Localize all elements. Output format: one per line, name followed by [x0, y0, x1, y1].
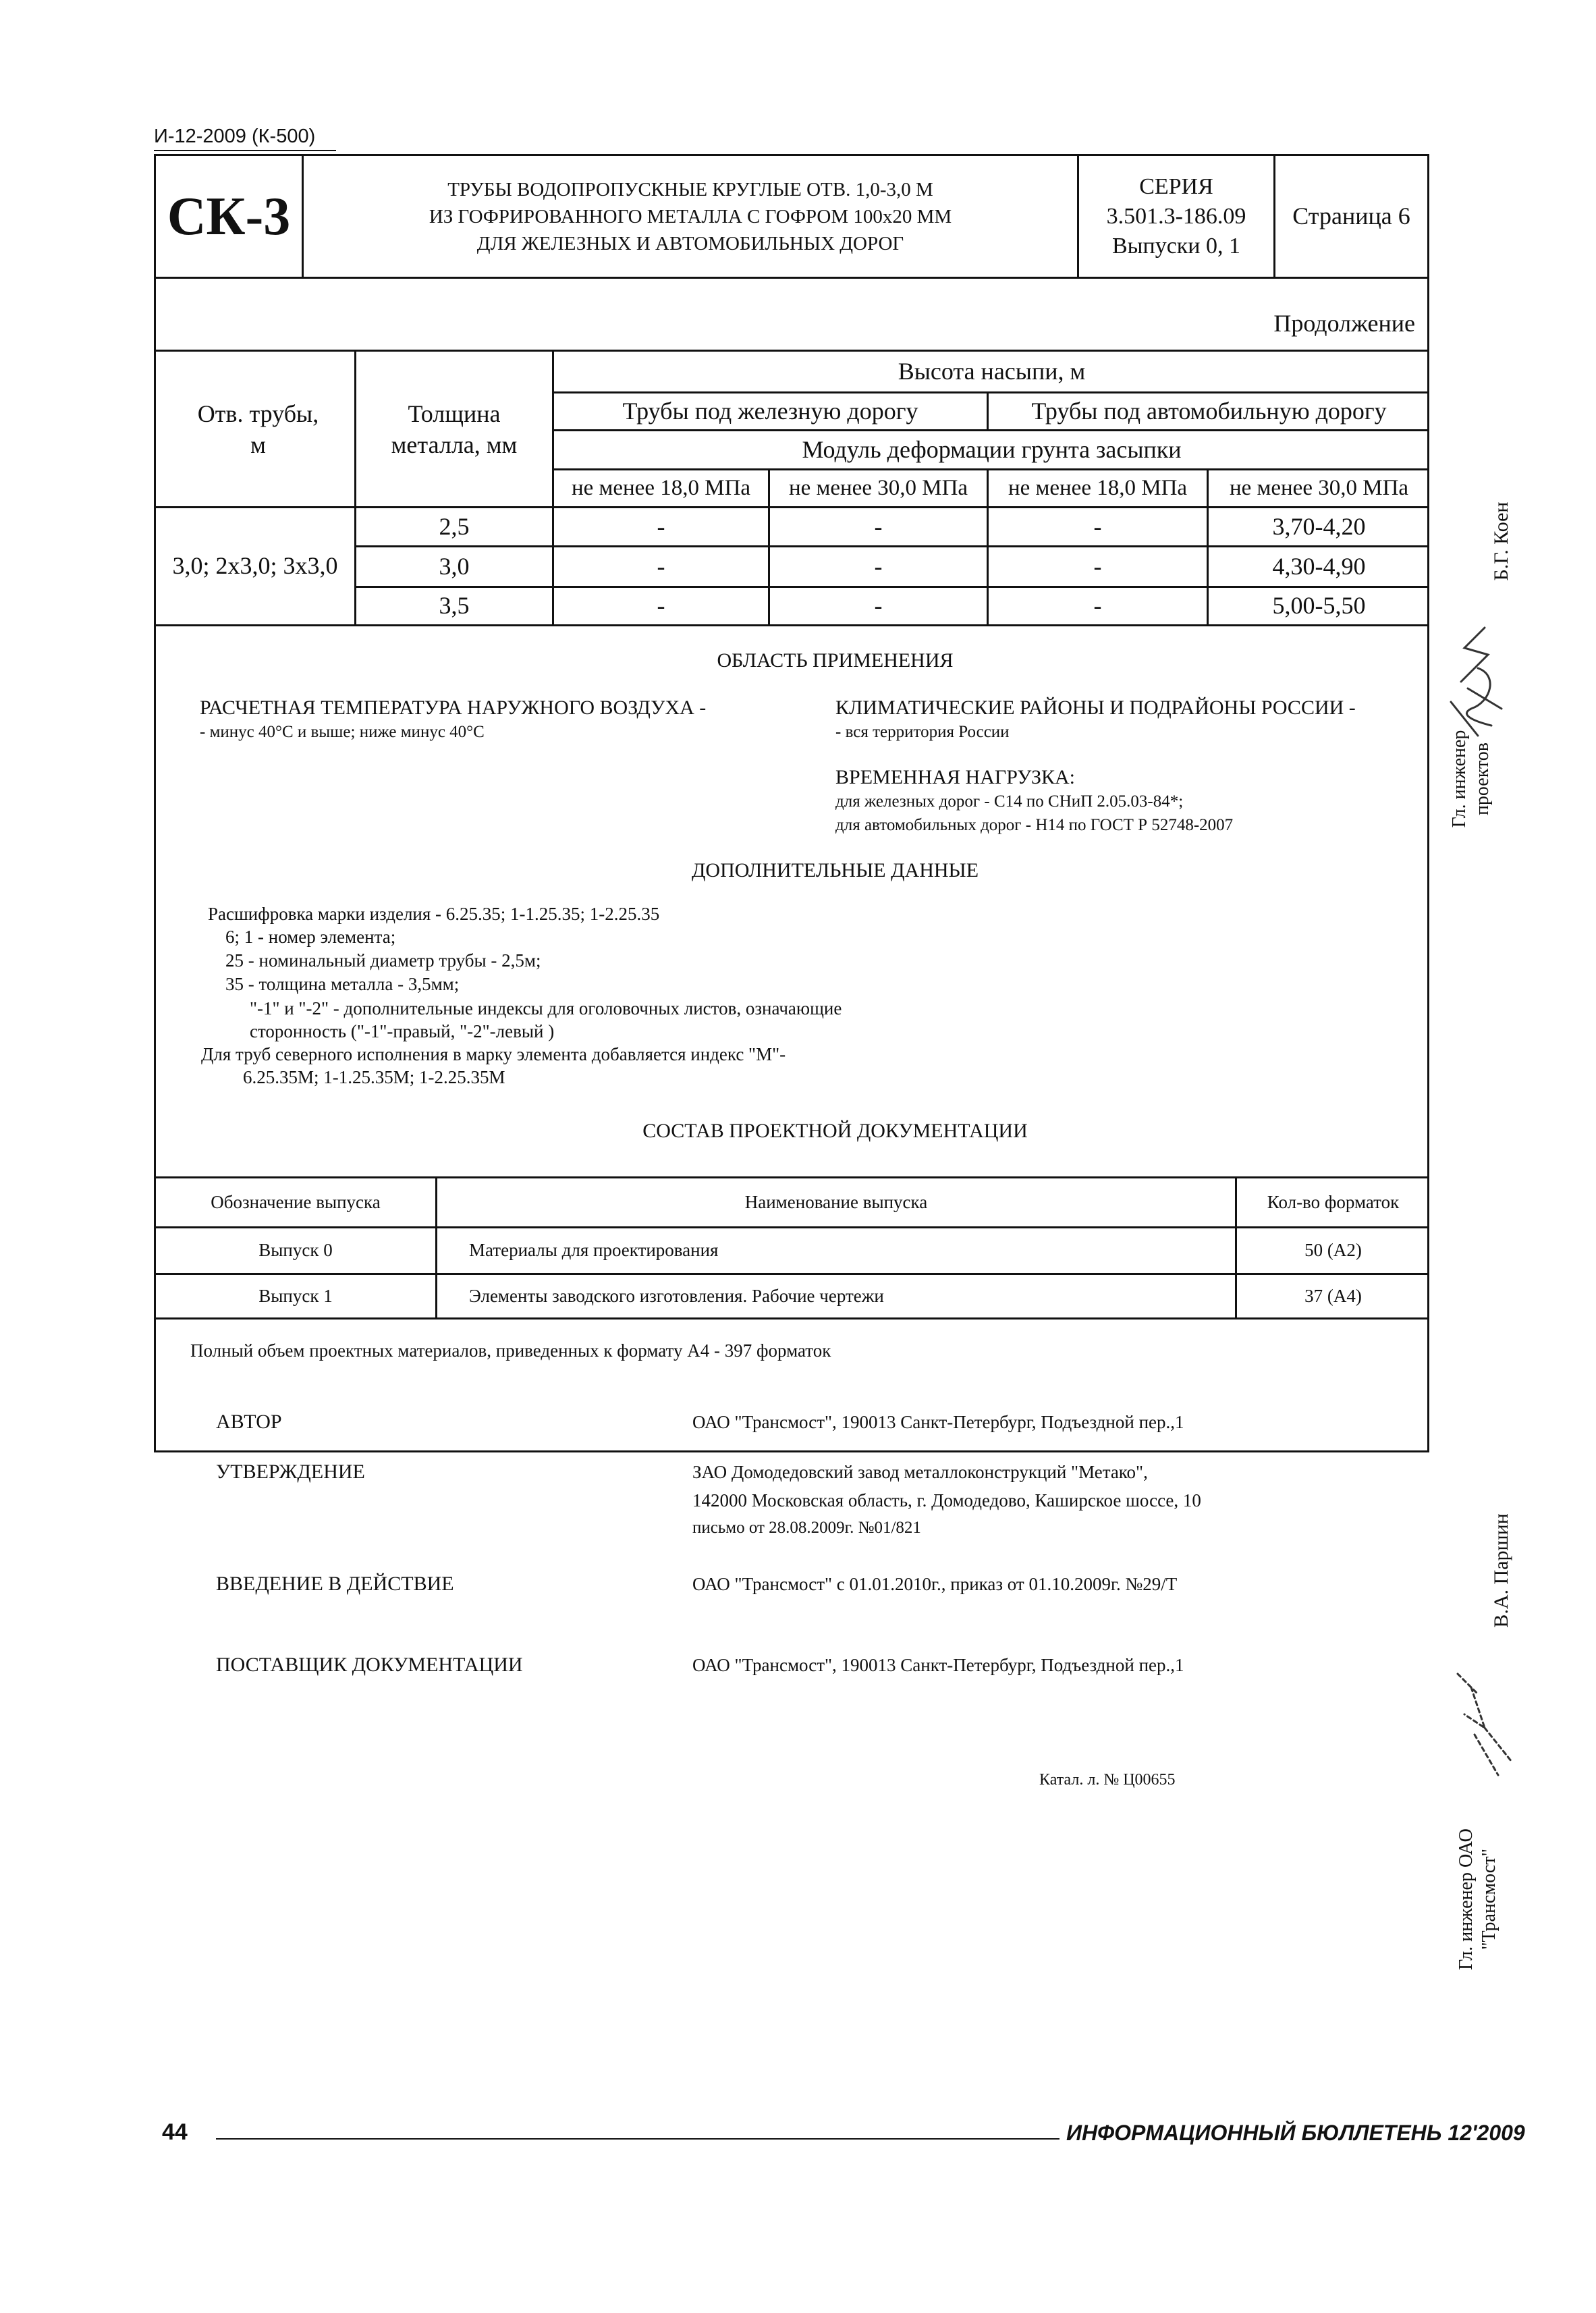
footer-bulletin: ИНФОРМАЦИОННЫЙ БЮЛЛЕТЕНЬ 12'2009	[1066, 2121, 1525, 2145]
additional-line-2: 6; 1 - номер элемента;	[225, 927, 396, 947]
row-2-v4: 4,30-4,90	[1272, 552, 1366, 580]
stamp-code: СК-3	[167, 186, 291, 246]
row-thickness-1: 2,5	[439, 512, 470, 540]
comp-header-count: Кол-во форматок	[1267, 1191, 1400, 1212]
application-heading: ОБЛАСТЬ ПРИМЕНЕНИЯ	[717, 649, 954, 672]
row-thickness-2: 3,0	[439, 552, 470, 580]
comp-header-name: Наименование выпуска	[744, 1191, 928, 1212]
comp-header-code: Обозначение выпуска	[211, 1191, 381, 1212]
side-name-1: Б.Г. Коен	[1490, 501, 1512, 581]
row-2-v3: -	[1093, 552, 1102, 580]
additional-line-5: "-1" и "-2" - дополнительные индексы для оголовочных листов, означающие	[250, 998, 842, 1018]
temp-text: - минус 40°С и выше; ниже минус 40°С	[200, 723, 485, 741]
header-rail: Трубы под железную дорогу	[622, 397, 918, 425]
row-1-v1: -	[657, 512, 665, 540]
header-modulus: Модуль деформации грунта засыпки	[802, 435, 1182, 463]
comp-row-2-name: Элементы заводского изготовления. Рабочие чертежи	[469, 1285, 884, 1306]
row-1-v2: -	[874, 512, 883, 540]
row-2-v1: -	[657, 552, 665, 580]
info-approval-value: ЗАО Домодедовский завод металлоконструкций "Метако",	[692, 1462, 1148, 1482]
additional-line-6: сторонность ("-1"-правый, "-2"-левый )	[250, 1021, 555, 1041]
info-enactment-value: ОАО "Трансмост" с 01.01.2010г., приказ от 01.10.2009г. №29/Т	[692, 1574, 1178, 1594]
opening-value: 3,0; 2х3,0; 3х3,0	[172, 552, 338, 580]
comp-row-1-code: Выпуск 0	[258, 1240, 333, 1261]
load-road: для автомобильных дорог - Н14 по ГОСТ Р 52748-2007	[835, 816, 1234, 834]
additional-line-3: 25 - номинальный диаметр трубы - 2,5м;	[225, 950, 541, 971]
load-title: ВРЕМЕННАЯ НАГРУЗКА:	[835, 766, 1076, 788]
document-code-underline	[154, 150, 336, 151]
row-3-v3: -	[1093, 592, 1102, 620]
load-rail: для железных дорог - С14 по СНиП 2.05.03-84*;	[835, 792, 1184, 811]
additional-line-4: 35 - толщина металла - 3,5мм;	[225, 974, 460, 994]
header-thickness: Толщина металла, мм	[391, 400, 518, 458]
comp-row-1-count: 50 (А2)	[1304, 1240, 1362, 1261]
composition-total: Полный объем проектных материалов, приведенных к формату А4 - 397 форматок	[190, 1340, 831, 1361]
info-approval-value-3: письмо от 28.08.2009г. №01/821	[692, 1519, 921, 1537]
side-role-1: Гл. инженер проектов	[1449, 730, 1493, 828]
temp-title: РАСЧЕТНАЯ ТЕМПЕРАТУРА НАРУЖНОГО ВОЗДУХА -	[200, 697, 707, 719]
composition-heading: СОСТАВ ПРОЕКТНОЙ ДОКУМЕНТАЦИИ	[642, 1120, 1028, 1142]
footer-rule	[216, 2138, 1060, 2140]
row-1-v4: 3,70-4,20	[1272, 512, 1366, 540]
comp-row-2-code: Выпуск 1	[258, 1285, 333, 1306]
info-supplier-label: ПОСТАВЩИК ДОКУМЕНТАЦИИ	[216, 1654, 523, 1676]
header-height: Высота насыпи, м	[898, 357, 1086, 385]
comp-row-1-name: Материалы для проектирования	[469, 1240, 719, 1261]
additional-line-1: Расшифровка марки изделия - 6.25.35; 1-1.25.35; 1-2.25.35	[208, 904, 660, 924]
stamp-page: Страница 6	[1292, 202, 1410, 229]
row-3-v4: 5,00-5,50	[1272, 592, 1366, 620]
side-role-2: Гл. инженер ОАО "Трансмост"	[1456, 1828, 1499, 1970]
footer-page-number: 44	[162, 2119, 188, 2145]
stamp-series: СЕРИЯ 3.501.3-186.09 Выпуски 0, 1	[1106, 173, 1246, 258]
header-road: Трубы под автомобильную дорогу	[1031, 397, 1387, 425]
continuation-label: Продолжение	[1273, 310, 1415, 337]
subheader-3: не менее 18,0 МПа	[1008, 475, 1188, 500]
additional-line-7: Для труб северного исполнения в марку элемента добавляется индекс "М"-	[201, 1044, 786, 1064]
row-3-v2: -	[874, 592, 883, 620]
stamp-title: ТРУБЫ ВОДОПРОПУСКНЫЕ КРУГЛЫЕ ОТВ. 1,0-3,0 М ИЗ ГОФРИРОВАННОГО МЕТАЛЛА С ГОФРОМ 100х20 ММ ДЛЯ ЖЕЛЕЗНЫХ И АВТОМОБИЛЬНЫХ ДОРОГ	[429, 178, 952, 254]
climate-text: - вся территория России	[835, 723, 1010, 741]
document-code: И-12-2009 (К-500)	[154, 126, 316, 147]
subheader-1: не менее 18,0 МПа	[571, 475, 751, 500]
comp-row-2-count: 37 (А4)	[1304, 1285, 1362, 1306]
catalog-number: Катал. л. № Ц00655	[1039, 1771, 1176, 1789]
signature-2	[1444, 1667, 1518, 1782]
side-name-2: В.А. Паршин	[1490, 1513, 1512, 1628]
info-author-label: АВТОР	[216, 1411, 282, 1433]
info-author-value: ОАО "Трансмост", 190013 Санкт-Петербург, Подъездной пер.,1	[692, 1412, 1184, 1432]
additional-heading: ДОПОЛНИТЕЛЬНЫЕ ДАННЫЕ	[691, 859, 979, 881]
additional-line-8: 6.25.35М; 1-1.25.35М; 1-2.25.35М	[243, 1067, 505, 1087]
info-approval-value-2: 142000 Московская область, г. Домодедово, Каширское шоссе, 10	[692, 1490, 1201, 1511]
row-3-v1: -	[657, 592, 665, 620]
row-thickness-3: 3,5	[439, 592, 470, 620]
subheader-4: не менее 30,0 МПа	[1229, 475, 1409, 500]
row-2-v2: -	[874, 552, 883, 580]
info-supplier-value: ОАО "Трансмост", 190013 Санкт-Петербург, Подъездной пер.,1	[692, 1655, 1184, 1675]
row-1-v3: -	[1093, 512, 1102, 540]
info-enactment-label: ВВЕДЕНИЕ В ДЕЙСТВИЕ	[216, 1573, 454, 1595]
climate-title: КЛИМАТИЧЕСКИЕ РАЙОНЫ И ПОДРАЙОНЫ РОССИИ -	[835, 697, 1356, 719]
info-approval-label: УТВЕРЖДЕНИЕ	[216, 1461, 365, 1483]
subheader-2: не менее 30,0 МПа	[788, 475, 968, 500]
header-opening: Отв. трубы, м	[197, 400, 319, 458]
